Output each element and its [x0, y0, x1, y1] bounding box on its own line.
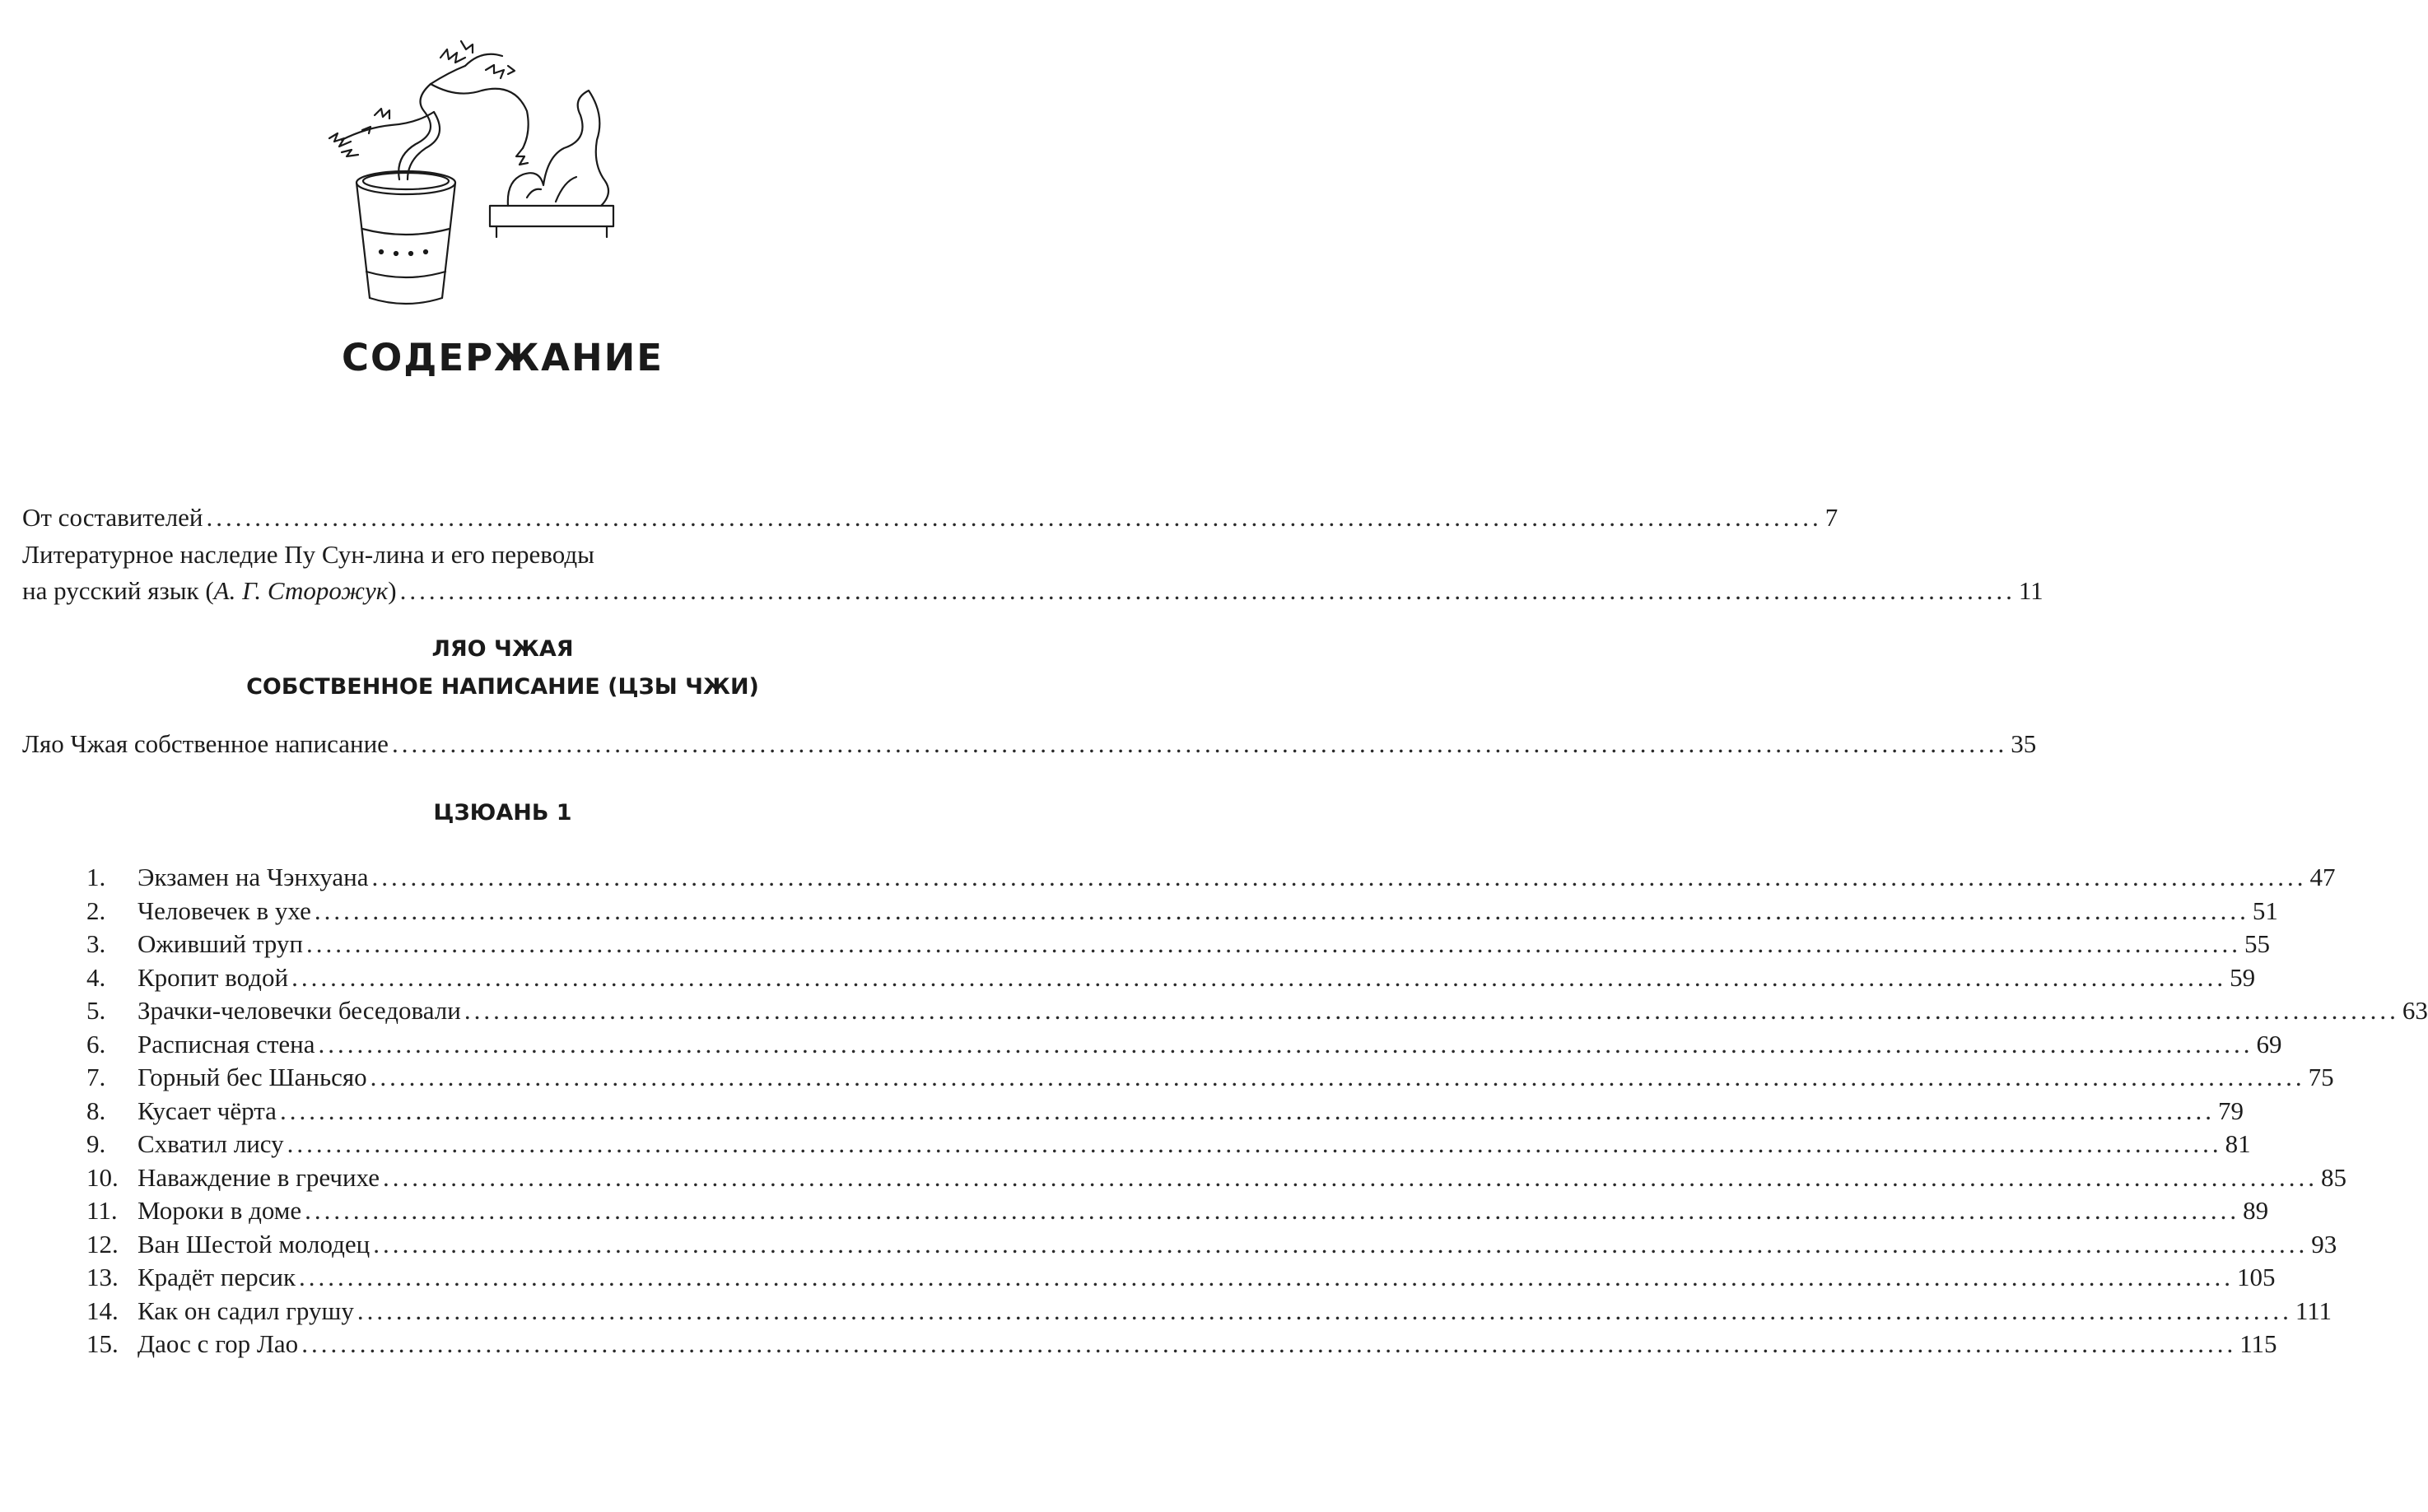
chapter-entry[interactable]	[86, 1128, 2251, 1161]
author-name: А. Г. Сторожук	[213, 576, 389, 605]
chapter-page: 79	[2217, 1096, 2244, 1125]
chapter-entry[interactable]	[86, 994, 2428, 1027]
chapter-title: Крадёт персик	[137, 1263, 296, 1291]
dot-leader: ........................................................................................................................................................................................................	[318, 1029, 2253, 1058]
chapter-number: 12.	[86, 1229, 119, 1258]
chapter-title: Кусает чёрта	[137, 1096, 277, 1125]
dot-leader: ........................................................................................................................................................................................................	[305, 1196, 2240, 1225]
chapter-entry[interactable]	[86, 1328, 2277, 1361]
chapter-page: 47	[2309, 863, 2336, 891]
chapter-page: 51	[2252, 896, 2278, 925]
chapter-entry[interactable]	[86, 1028, 2282, 1061]
dot-leader: ........................................................................................................................................................................................................	[357, 1296, 2292, 1325]
chapter-page: 89	[2243, 1196, 2269, 1225]
flower-pot-icon	[357, 171, 455, 304]
chapter-entry[interactable]	[86, 1161, 2347, 1194]
chapter-number: 9.	[86, 1129, 106, 1158]
toc-entry-page: 11	[2018, 576, 2044, 605]
chapter-number: 7.	[86, 1063, 106, 1091]
chapter-page: 63	[2402, 996, 2428, 1025]
chapter-page: 55	[2244, 929, 2270, 958]
chapter-page: 75	[2308, 1063, 2334, 1091]
dot-leader: .......................................................................................................................................................................	[399, 576, 2016, 605]
chapter-entry[interactable]	[86, 1295, 2332, 1328]
dot-leader: ........................................................................................................................................................................................................	[301, 1329, 2237, 1358]
chapter-page: 105	[2237, 1263, 2276, 1291]
chapter-page: 111	[2295, 1296, 2332, 1325]
chapter-title: Горный бес Шаньсяо	[137, 1063, 367, 1091]
dot-leader: ........................................................................................................................................................................................................	[464, 996, 2399, 1025]
chapter-title: Ван Шестой молодец	[137, 1229, 370, 1258]
chapter-number: 5.	[86, 996, 106, 1025]
dot-leader: ........................................................................................................................................................................................................	[299, 1263, 2235, 1291]
chapter-page: 81	[2225, 1129, 2251, 1158]
chapter-entry[interactable]	[86, 961, 2256, 994]
dot-leader: ........................................................................................................................................................................................................	[373, 1229, 2309, 1258]
chapter-number: 3.	[86, 929, 106, 958]
chapter-title: Наваждение в гречихе	[137, 1162, 380, 1192]
chapter-entry[interactable]	[86, 861, 2336, 894]
toc-entry-literary-heritage[interactable]	[22, 575, 2044, 607]
toc-entry-page: 35	[2011, 729, 2037, 758]
chapter-title: Человечек в ухе	[137, 896, 311, 925]
chapter-entry[interactable]	[86, 1095, 2244, 1128]
chapter-number: 6.	[86, 1029, 106, 1058]
chapter-page: 59	[2230, 962, 2256, 992]
chapter-number: 1.	[86, 863, 106, 891]
toc-entry-literary-heritage-line1[interactable]: Литературное наследие Пу Сун-лина и его переводы	[22, 540, 594, 569]
toc-entry-title: на русский язык (А. Г. Сторожук)	[22, 576, 397, 605]
toc-entry-liao-zhai-preface[interactable]	[22, 728, 2037, 761]
chapter-number: 2.	[86, 896, 106, 925]
section-subheading: СОБСТВЕННОЕ НАПИСАНИЕ (ЦЗЫ ЧЖИ)	[246, 674, 759, 700]
chapter-title: Экзамен на Чэнхуана	[137, 863, 369, 891]
rock-tray-icon	[490, 91, 613, 237]
section-heading: ЛЯО ЧЖАЯ	[431, 636, 574, 662]
dot-leader: ........................................................................................................................................................................................................	[314, 896, 2249, 925]
dot-leader: ........................................................................................................................................................................................................	[371, 863, 2307, 891]
toc-entry-title: От составителей	[22, 503, 203, 532]
section-heading: ЦЗЮАНЬ 1	[433, 800, 572, 826]
chapter-number: 13.	[86, 1263, 119, 1291]
page-title: СОДЕРЖАНИЕ	[341, 336, 664, 379]
chapter-entry[interactable]	[86, 1061, 2334, 1094]
chapter-number: 10.	[86, 1162, 119, 1192]
chapter-entry[interactable]	[86, 1194, 2269, 1227]
chapter-entry[interactable]	[86, 928, 2270, 961]
chapter-entry[interactable]	[86, 1228, 2337, 1261]
chapter-page: 93	[2311, 1229, 2337, 1258]
chapter-page: 69	[2256, 1029, 2282, 1058]
dot-leader: ........................................................................................................................................................................................................	[383, 1162, 2318, 1192]
chapter-title: Кропит водой	[137, 962, 289, 992]
toc-entry-page: 7	[1824, 503, 1838, 532]
dot-leader: ........................................................................................................................................................................................................	[279, 1096, 2215, 1125]
chapter-number: 11.	[86, 1196, 118, 1225]
chapter-title: Расписная стена	[137, 1029, 315, 1058]
dot-leader: ........................................................................................................................................................................................................	[305, 929, 2241, 958]
chapter-page: 115	[2239, 1329, 2277, 1358]
chapter-title: Как он садил грушу	[137, 1296, 354, 1325]
chapter-title: Схватил лису	[137, 1129, 284, 1158]
dot-leader: ........................................................................................................................................................................................................	[287, 1129, 2222, 1158]
chapter-number: 15.	[86, 1329, 119, 1358]
toc-entry-from-compilers[interactable]	[22, 501, 1838, 534]
chapter-entry[interactable]	[86, 1261, 2276, 1294]
dot-leader: .......................................................................................................................................................................	[206, 503, 1822, 532]
chapter-title: Оживший труп	[137, 929, 303, 958]
bonsai-pot-illustration	[317, 33, 638, 280]
chapter-page: 85	[2321, 1162, 2347, 1192]
chapter-title: Мороки в доме	[137, 1196, 302, 1225]
dot-leader: ........................................................................................................................................................................................................	[291, 962, 2227, 992]
chapter-title: Зрачки-человечки беседовали	[137, 996, 461, 1025]
dot-leader: .......................................................................................................................................................................	[391, 729, 2008, 758]
chapter-title: Даос с гор Лао	[137, 1329, 299, 1358]
chapter-number: 8.	[86, 1096, 106, 1125]
chapter-number: 4.	[86, 962, 106, 992]
dot-leader: ........................................................................................................................................................................................................	[370, 1063, 2305, 1091]
toc-entry-title: Ляо Чжая собственное написание	[22, 729, 389, 758]
chapter-number: 14.	[86, 1296, 119, 1325]
chapter-entry[interactable]	[86, 895, 2278, 928]
